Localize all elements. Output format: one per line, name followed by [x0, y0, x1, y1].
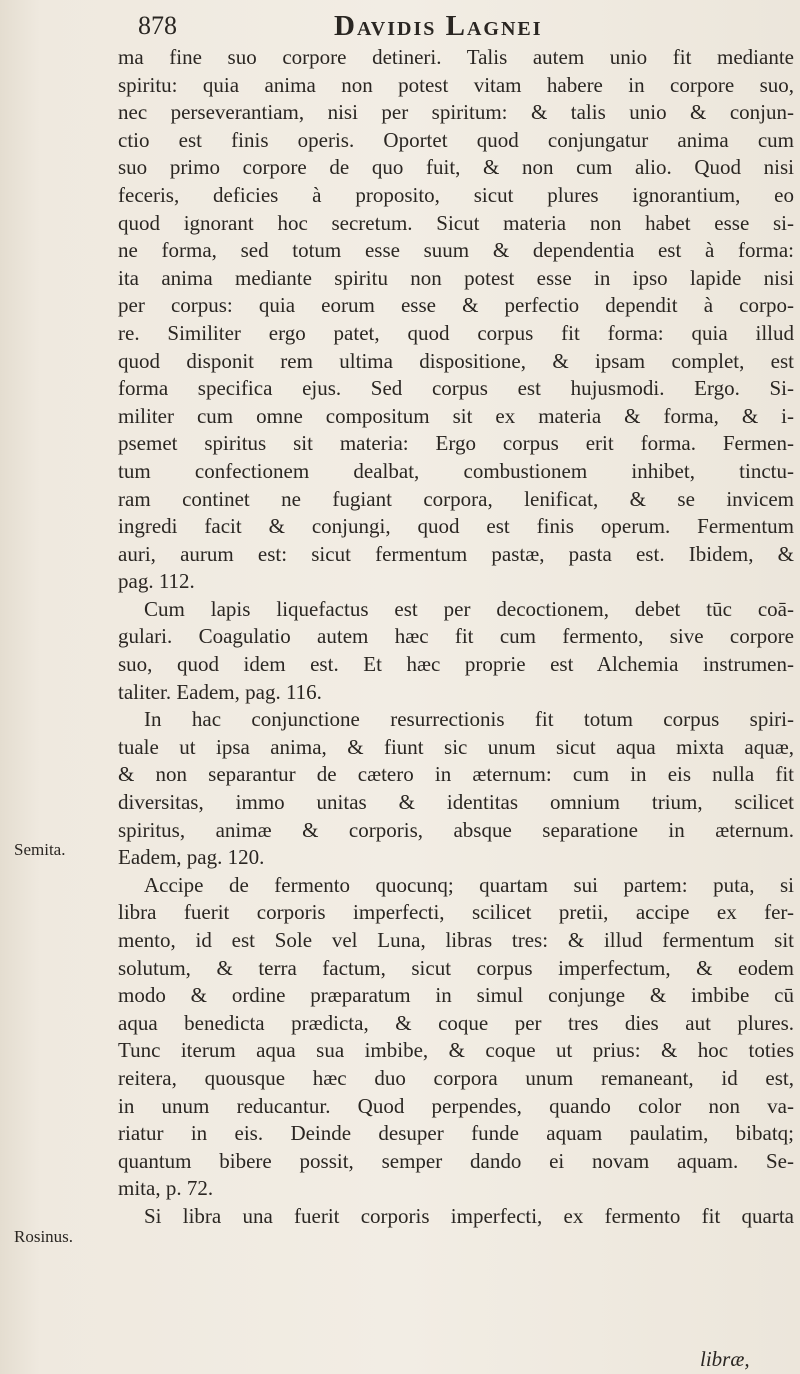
text-line: Eadem, pag. 120. — [118, 845, 265, 870]
text-line: riatur in eis. Deinde desuper funde aquam paulatim, bibatq; — [118, 1121, 794, 1146]
running-title: Davidis Lagnei — [334, 10, 543, 42]
text-line: aqua benedicta prædicta, & coque per tres dies aut plures. — [118, 1010, 794, 1035]
text-line: modo & ordine præparatum in simul conjunge & imbibe cū — [118, 983, 794, 1008]
body-text — [118, 44, 794, 1231]
text-line: re. Similiter ergo patet, quod corpus fit forma: quia illud — [118, 320, 794, 345]
text-line: & non separantur de cætero in æternum: cum in eis nulla fit — [118, 762, 794, 787]
text-line: In hac conjunctione resurrectionis fit totum corpus spiri- — [144, 707, 794, 732]
text-line: quantum bibere possit, semper dando ei novam aquam. Se- — [118, 1148, 794, 1173]
text-line: spiritu: quia anima non potest vitam habere in corpore suo, — [118, 72, 794, 97]
text-line: suo primo corpore de quo fuit, & non cum alio. Quod nisi — [118, 155, 794, 180]
text-line: militer cum omne compositum sit ex materia & forma, & i- — [118, 403, 794, 428]
text-line: suo, quod idem est. Et hæc proprie est Alchemia instrumen- — [118, 652, 794, 677]
text-line: ctio est finis operis. Oportet quod conjungatur anima cum — [118, 127, 794, 152]
text-line: tum confectionem dealbat, combustionem inhibet, tinctu- — [118, 458, 794, 483]
page-header — [116, 10, 800, 42]
text-line: Cum lapis liquefactus est per decoctionem, debet tūc coā- — [144, 596, 794, 621]
catchword: libræ, — [700, 1347, 750, 1371]
text-line: Tunc iterum aqua sua imbibe, & coque ut prius: & hoc toties — [118, 1038, 794, 1063]
text-line: ma fine suo corpore detineri. Talis autem unio fit mediante — [118, 45, 794, 69]
text-line: per corpus: quia eorum esse & perfectio dependit à corpo- — [118, 293, 794, 318]
text-line: tuale ut ipsa anima, & fiunt sic unum sicut aqua mixta aquæ, — [118, 734, 794, 759]
text-line: pag. 112. — [118, 569, 195, 594]
text-line: ita anima mediante spiritu non potest esse in ipso lapide nisi — [118, 265, 794, 290]
text-line: solutum, & terra factum, sicut corpus imperfectum, & eodem — [118, 955, 794, 980]
page-number: 878 — [138, 11, 177, 40]
text-line: mita, p. 72. — [118, 1176, 214, 1201]
text-line: forma specifica ejus. Sed corpus est hujusmodi. Ergo. Si- — [118, 376, 794, 401]
text-line: ram continet ne fugiant corpora, lenificat, & se invicem — [118, 486, 794, 511]
text-line: ne forma, sed totum esse suum & dependentia est à forma: — [118, 238, 794, 263]
text-line: feceris, deficies à proposito, sicut plures ignorantium, eo — [118, 182, 794, 207]
text-line: taliter. Eadem, pag. 116. — [118, 679, 322, 704]
text-line: Si libra una fuerit corporis imperfecti, ex fermento fit quarta — [144, 1203, 794, 1228]
text-line: gulari. Coagulatio autem hæc fit cum fermento, sive corpore — [118, 624, 794, 649]
text-line: psemet spiritus sit materia: Ergo corpus erit forma. Fermen- — [118, 431, 794, 456]
text-line: reitera, quousque hæc duo corpora unum remaneant, id est, — [118, 1065, 794, 1090]
text-line: diversitas, immo unitas & identitas omnium trium, scilicet — [118, 790, 794, 815]
text-line: ingredi facit & conjungi, quod est finis operum. Fermentum — [118, 514, 794, 539]
text-line: libra fuerit corporis imperfecti, scilicet pretii, accipe ex fer- — [118, 900, 794, 925]
text-line: auri, aurum est: sicut fermentum pastæ, pasta est. Ibidem, & — [118, 541, 794, 566]
text-line: nec perseverantiam, nisi per spiritum: & talis unio & conjun- — [118, 100, 794, 125]
text-line: quod disponit rem ultima dispositione, & ipsam complet, est — [118, 348, 794, 373]
text-line: in unum reducantur. Quod perpendes, quando color non va- — [118, 1093, 794, 1118]
text-line: mento, id est Sole vel Luna, libras tres: & illud fermentum sit — [118, 928, 794, 952]
text-line: spiritus, animæ & corporis, absque separatione in æternum. — [118, 817, 794, 842]
text-line: quod ignorant hoc secretum. Sicut materia non habet esse si- — [118, 210, 794, 235]
margin-note: Semita. — [14, 840, 66, 860]
margin-note: Rosinus. — [14, 1226, 74, 1246]
text-line: Accipe de fermento quocunq; quartam sui partem: puta, si — [144, 872, 794, 897]
